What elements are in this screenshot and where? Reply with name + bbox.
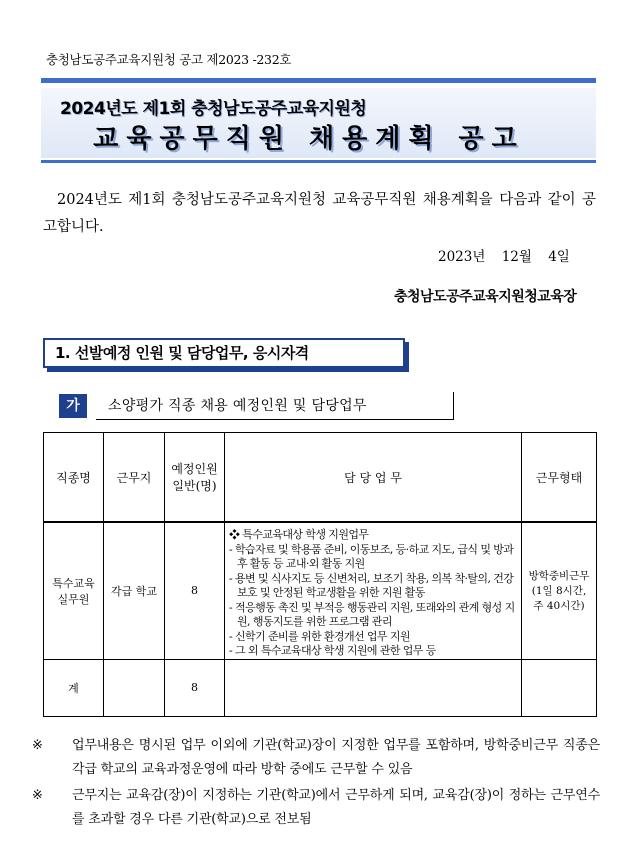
note-text: 근무지는 교육감(장)이 지정하는 기관(학교)에서 근무하게 되며, 교육감(장)이 정하는 근무연수를 초과할 경우 다른 기관(학교)으로 전보됨 (72, 788, 600, 827)
duty-item: - 학습자료 및 학용품 준비, 이동보조, 등·하교 지도, 급식 및 방과후 활동 등 교내·외 활동 지원 (229, 542, 514, 570)
banner-top-rule (41, 78, 596, 83)
duty-item: - 용변 및 식사지도 등 신변처리, 보조기 착용, 의복 착·탈의, 건강보호 및 안정된 학교생활을 위한 지원 활동 (229, 571, 514, 599)
total-worktype (522, 659, 597, 716)
cell-workplace: 각급 학교 (104, 522, 165, 659)
header-job: 직종명 (44, 433, 104, 523)
banner-bottom-rule (41, 160, 596, 163)
document-number: 충청남도공주교육지원청 공고 제2023 -232호 (46, 52, 292, 67)
subsection-badge: 가 (59, 394, 87, 418)
total-workplace (104, 659, 165, 716)
table-header-row (44, 433, 597, 523)
duty-item: - 그 외 특수교육대상 학생 지원에 관한 업무 등 (229, 644, 436, 657)
note-mark: ※ (32, 788, 43, 803)
note-mark: ※ (32, 738, 43, 753)
banner-subtitle: 2024년도 제1회 충청남도공주교육지원청 (60, 99, 367, 119)
intro-text: 2024년도 제1회 충청남도공주교육지원청 교육공무직원 채용계획을 다음과 같이 공고합니다. (43, 192, 596, 235)
table-total-row (44, 659, 597, 716)
header-workplace: 근무지 (104, 433, 165, 523)
header-count (165, 433, 225, 523)
table-row (44, 522, 597, 659)
intro-paragraph (43, 187, 596, 241)
header-worktype: 근무형태 (522, 433, 597, 523)
duty-item: - 신학기 준비를 위한 환경개선 업무 지원 (229, 629, 410, 643)
announcement-date: 2023년 12월 4일 (438, 249, 570, 265)
header-count-line1: 예정인원 (171, 462, 218, 476)
note-2 (32, 784, 600, 832)
total-label: 계 (44, 659, 104, 716)
total-duties (225, 659, 522, 716)
cell-job (44, 522, 104, 659)
subsection-title: 소양평가 직종 채용 예정인원 및 담당업무 (96, 392, 454, 420)
job-line2: 실무원 (57, 592, 90, 606)
section-heading-1: 1. 선발예정 인원 및 담당업무, 응시자격 (43, 338, 405, 368)
cell-count: 8 (165, 522, 225, 659)
total-count: 8 (165, 659, 225, 716)
worktype-line1: 방학중비근무 (528, 570, 590, 583)
job-line1: 특수교육 (52, 576, 95, 590)
recruitment-table (43, 432, 597, 717)
cell-duties (225, 522, 522, 659)
header-duties: 담 당 업 무 (225, 433, 522, 523)
note-text: 업무내용은 명시된 업무 이외에 기관(학교)장이 지정한 업무를 포함하며, 방학중비근무 직종은 각급 학교의 교육과정운영에 따라 방학 중에도 근무할 수 있음 (72, 738, 600, 777)
duty-item: - 적응행동 촉진 및 부적응 행동관리 지원, 또래와의 관계 형성 지원, 행동지도를 위한 프로그램 관리 (229, 600, 515, 628)
note-1 (32, 734, 600, 782)
header-count-line2: 일반(명) (172, 479, 217, 493)
worktype-line2: (1일 8시간, (531, 585, 587, 598)
duties-heading: ❖ 특수교육대상 학생 지원업무 (229, 528, 369, 541)
cell-worktype (522, 522, 597, 659)
banner-title: 교육공무직원 채용계획 공고 (93, 124, 525, 154)
issuer: 충청남도공주교육지원청교육장 (394, 289, 577, 305)
worktype-line3: 주 40시간) (533, 600, 585, 613)
